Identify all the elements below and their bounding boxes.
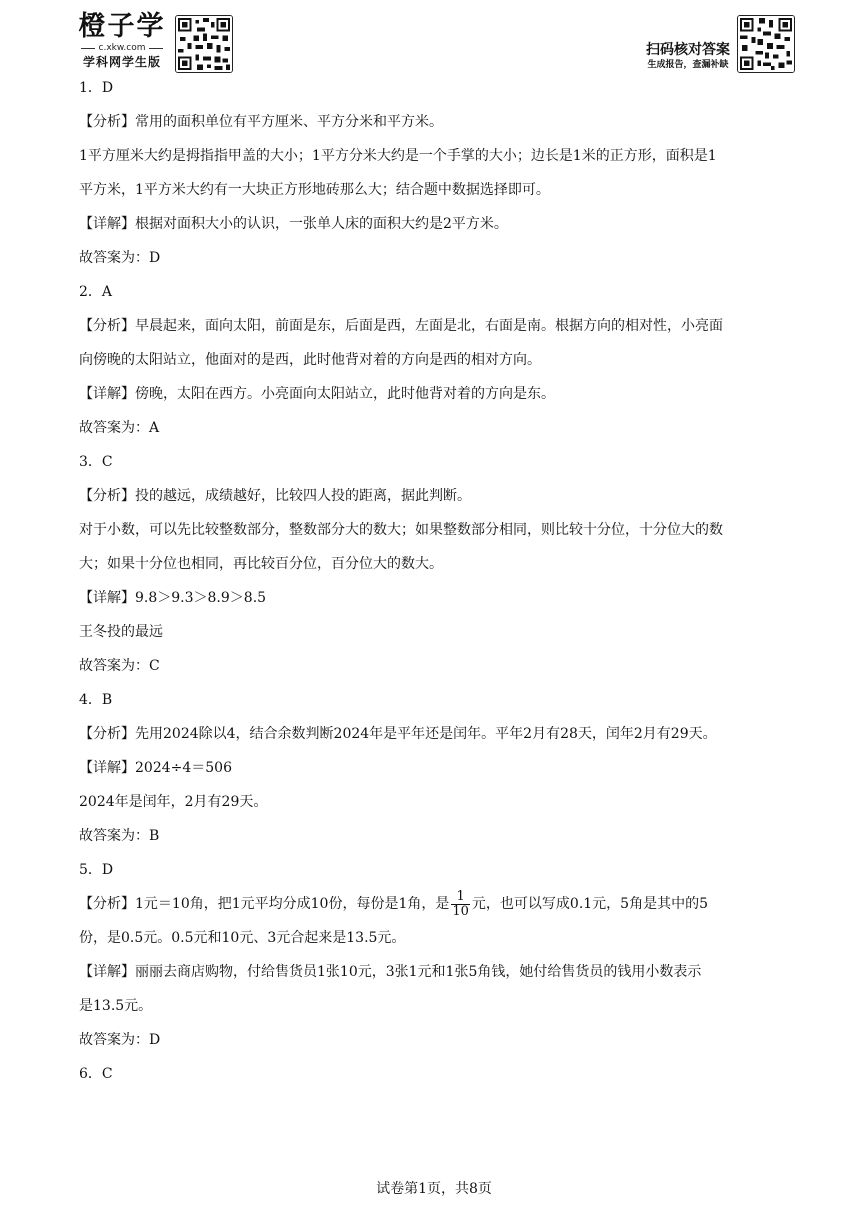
page-footer: 试卷第1页，共8页 (376, 1181, 492, 1197)
answer-line: 3．C (79, 454, 113, 470)
qr-code-icon (175, 15, 233, 73)
answer-line: 【详解】丽丽去商店购物，付给售货员1张10元，3张1元和1张5角钱，她付给售货员的钱用小数表示 (79, 964, 702, 980)
answer-line: 王冬投的最远 (79, 624, 163, 640)
answer-line: 【分析】常用的面积单位有平方厘米、平方分米和平方米。 (79, 114, 443, 130)
answer-line: 1．D (79, 80, 114, 96)
fraction (451, 890, 470, 919)
answer-line: 对于小数，可以先比较整数部分，整数部分大的数大；如果整数部分相同，则比较十分位，十分位大的数 (79, 522, 723, 538)
answer-line: 2．A (79, 284, 113, 300)
answer-qr-code-icon (737, 15, 795, 73)
answer-line: 大；如果十分位也相同，再比较百分位，百分位大的数大。 (79, 556, 443, 572)
answer-line: 故答案为：D (79, 1032, 161, 1048)
brand-logo (72, 12, 172, 70)
answer-line: 【详解】根据对面积大小的认识，一张单人床的面积大约是2平方米。 (79, 216, 508, 232)
answer-line: 【分析】早晨起来，面向太阳，前面是东，后面是西，左面是北，右面是南。根据方向的相对性，小亮面 (79, 318, 723, 334)
logo-url: c.xkw.com (72, 42, 172, 54)
answer-line: 2024年是闰年，2月有29天。 (79, 794, 268, 810)
answer-line: 【详解】9.8＞9.3＞8.9＞8.5 (79, 590, 267, 606)
answer-line: 故答案为：C (79, 658, 160, 674)
answer-line: 【分析】先用2024除以4，结合余数判断2024年是平年还是闰年。平年2月有28天，闰年2月有29天。 (79, 726, 717, 742)
logo-subtitle: 学科网学生版 (82, 55, 161, 69)
answer-line: 6．C (79, 1066, 113, 1082)
answer-line: 向傍晚的太阳站立，他面对的是西，此时他背对着的方向是西的相对方向。 (79, 352, 541, 368)
answer-line: 平方米，1平方米大约有一大块正方形地砖那么大；结合题中数据选择即可。 (79, 182, 550, 198)
page-header (0, 0, 868, 80)
answer-line: 故答案为：A (79, 420, 160, 436)
scan-title: 扫码核对答案 (646, 42, 730, 58)
answer-content (79, 71, 791, 1091)
answer-line: 【详解】2024÷4＝506 (79, 760, 232, 776)
fraction-line-before: 【分析】1元＝10角，把1元平均分成10份，每份是1角，是 (79, 896, 450, 912)
fraction-numerator: 1 (451, 890, 470, 905)
answer-line: 【详解】傍晚，太阳在西方。小亮面向太阳站立，此时他背对着的方向是东。 (79, 386, 555, 402)
answer-line: 份，是0.5元。0.5元和10元、3元合起来是13.5元。 (79, 930, 406, 946)
answer-line-with-fraction (79, 887, 791, 921)
scan-answer-label (646, 42, 730, 71)
answer-line: 故答案为：D (79, 250, 161, 266)
answer-line: 1平方厘米大约是拇指指甲盖的大小；1平方分米大约是一个手掌的大小；边长是1米的正方形，面积是1 (79, 148, 717, 164)
answer-line: 5．D (79, 862, 114, 878)
answer-line: 故答案为：B (79, 828, 160, 844)
fraction-line-after: 元，也可以写成0.1元，5角是其中的5 (471, 896, 708, 912)
answer-line: 4．B (79, 692, 113, 708)
answer-line: 是13.5元。 (79, 998, 153, 1014)
logo-title: 橙子学 (78, 11, 166, 42)
fraction-denominator: 10 (452, 903, 469, 919)
scan-subtitle: 生成报告，查漏补缺 (647, 60, 729, 70)
answer-line: 【分析】投的越远，成绩越好，比较四人投的距离，据此判断。 (79, 488, 471, 504)
